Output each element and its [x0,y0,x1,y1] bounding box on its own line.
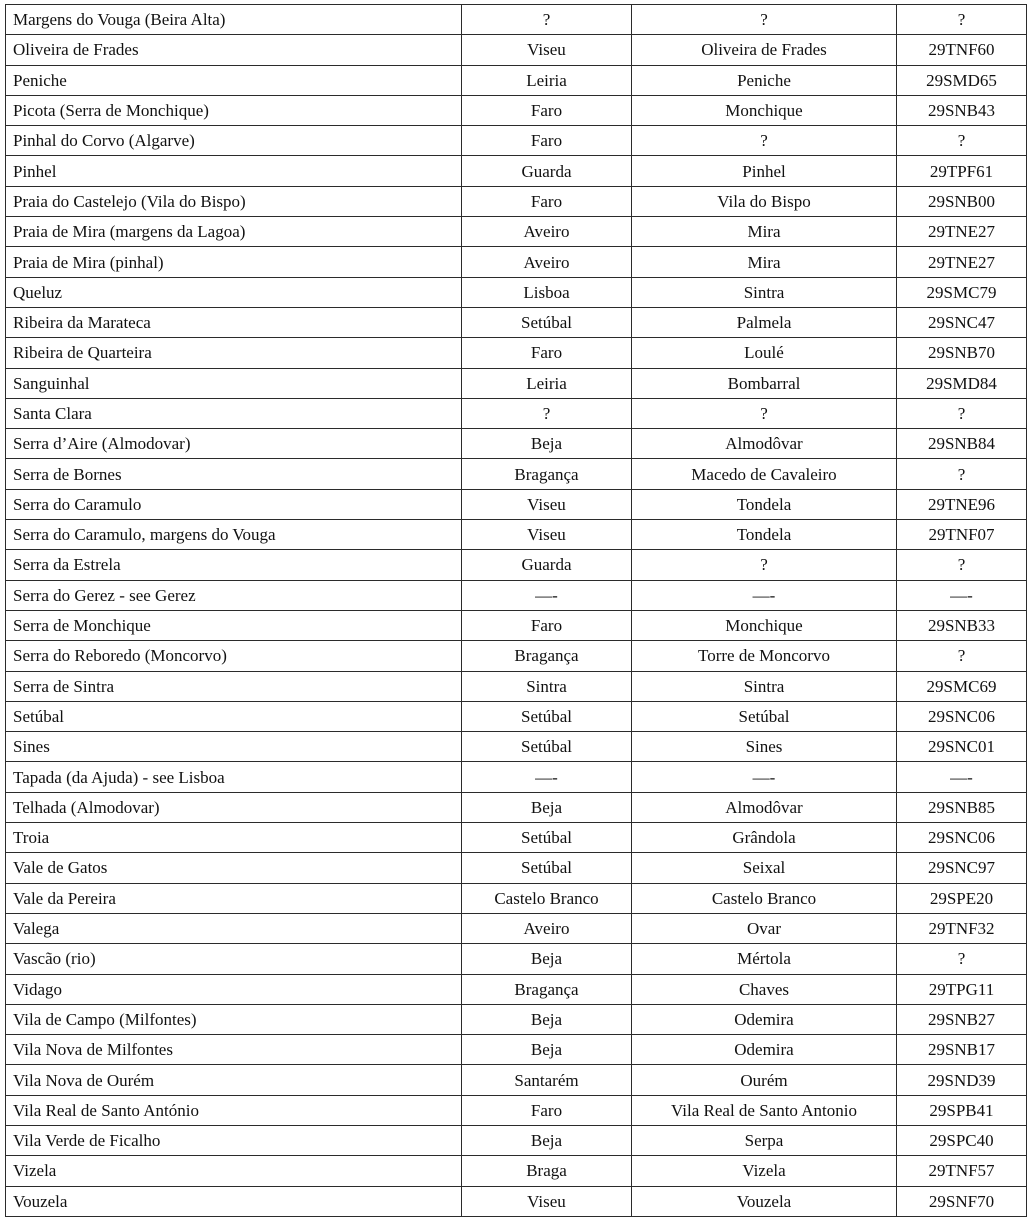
cell-district: Beja [462,1004,632,1034]
cell-concelho: Vila Real de Santo Antonio [632,1095,897,1125]
cell-location-name: Margens do Vouga (Beira Alta) [6,5,462,35]
cell-district: Setúbal [462,732,632,762]
cell-grid-reference: 29SNC06 [897,823,1027,853]
cell-location-name: Vila Nova de Milfontes [6,1035,462,1065]
table-row [6,489,1027,519]
cell-location-name: Ribeira da Marateca [6,307,462,337]
locations-table-container [5,4,1026,1217]
table-row [6,1125,1027,1155]
cell-grid-reference: 29SPC40 [897,1125,1027,1155]
cell-grid-reference: ? [897,459,1027,489]
table-row [6,823,1027,853]
cell-district: Viseu [462,35,632,65]
cell-location-name: Serra de Bornes [6,459,462,489]
cell-concelho: Vizela [632,1156,897,1186]
cell-concelho: —- [632,580,897,610]
cell-concelho: Mira [632,217,897,247]
table-row [6,277,1027,307]
cell-district: Faro [462,126,632,156]
table-row [6,974,1027,1004]
table-row [6,217,1027,247]
cell-location-name: Pinhel [6,156,462,186]
cell-district: Bragança [462,641,632,671]
cell-grid-reference: 29SNB17 [897,1035,1027,1065]
table-row [6,35,1027,65]
cell-location-name: Serra de Monchique [6,610,462,640]
cell-district: Aveiro [462,247,632,277]
table-row [6,95,1027,125]
cell-district: Leiria [462,368,632,398]
table-row [6,701,1027,731]
table-row [6,550,1027,580]
cell-grid-reference: 29TPF61 [897,156,1027,186]
cell-location-name: Sines [6,732,462,762]
cell-location-name: Serra d’Aire (Almodovar) [6,429,462,459]
table-row [6,307,1027,337]
cell-district: Setúbal [462,307,632,337]
cell-location-name: Serra do Gerez - see Gerez [6,580,462,610]
cell-concelho: Castelo Branco [632,883,897,913]
table-row [6,1065,1027,1095]
cell-district: Guarda [462,156,632,186]
cell-concelho: Ovar [632,913,897,943]
cell-grid-reference: 29TNE96 [897,489,1027,519]
cell-location-name: Telhada (Almodovar) [6,792,462,822]
cell-concelho: —- [632,762,897,792]
cell-grid-reference: 29SNB00 [897,186,1027,216]
cell-district: Castelo Branco [462,883,632,913]
cell-location-name: Praia de Mira (pinhal) [6,247,462,277]
cell-concelho: Monchique [632,610,897,640]
cell-grid-reference: ? [897,398,1027,428]
cell-district: Aveiro [462,217,632,247]
cell-location-name: Vale de Gatos [6,853,462,883]
cell-location-name: Vouzela [6,1186,462,1216]
table-row [6,156,1027,186]
cell-grid-reference: 29SNC47 [897,307,1027,337]
cell-location-name: Vidago [6,974,462,1004]
locations-table [5,4,1027,1217]
cell-grid-reference: 29SMD65 [897,65,1027,95]
cell-grid-reference: 29SMC79 [897,277,1027,307]
cell-concelho: Mira [632,247,897,277]
cell-district: Bragança [462,974,632,1004]
table-row [6,247,1027,277]
cell-concelho: Mértola [632,944,897,974]
table-row [6,610,1027,640]
cell-grid-reference: ? [897,126,1027,156]
cell-district: Setúbal [462,701,632,731]
table-row [6,883,1027,913]
cell-concelho: ? [632,5,897,35]
table-row [6,641,1027,671]
table-row [6,186,1027,216]
cell-concelho: Loulé [632,338,897,368]
cell-location-name: Troia [6,823,462,853]
cell-district: Braga [462,1156,632,1186]
cell-concelho: Torre de Moncorvo [632,641,897,671]
cell-grid-reference: ? [897,5,1027,35]
cell-concelho: Almodôvar [632,429,897,459]
cell-grid-reference: 29TNF60 [897,35,1027,65]
cell-concelho: Seixal [632,853,897,883]
cell-location-name: Vale da Pereira [6,883,462,913]
cell-district: Faro [462,186,632,216]
cell-location-name: Ribeira de Quarteira [6,338,462,368]
cell-district: Beja [462,792,632,822]
table-row [6,368,1027,398]
cell-grid-reference: 29TNF32 [897,913,1027,943]
cell-location-name: Setúbal [6,701,462,731]
cell-concelho: Setúbal [632,701,897,731]
cell-location-name: Serra de Sintra [6,671,462,701]
cell-concelho: Sines [632,732,897,762]
cell-location-name: Peniche [6,65,462,95]
table-row [6,65,1027,95]
cell-concelho: ? [632,550,897,580]
cell-location-name: Vila Real de Santo António [6,1095,462,1125]
table-row [6,459,1027,489]
cell-grid-reference: 29SNB84 [897,429,1027,459]
cell-grid-reference: 29SNF70 [897,1186,1027,1216]
cell-location-name: Serra do Caramulo [6,489,462,519]
table-row [6,913,1027,943]
table-row [6,338,1027,368]
cell-location-name: Picota (Serra de Monchique) [6,95,462,125]
cell-grid-reference: 29SNB70 [897,338,1027,368]
table-row [6,520,1027,550]
cell-district: Lisboa [462,277,632,307]
cell-concelho: Odemira [632,1004,897,1034]
cell-grid-reference: 29SNB27 [897,1004,1027,1034]
cell-location-name: Valega [6,913,462,943]
cell-district: Setúbal [462,823,632,853]
cell-grid-reference: ? [897,641,1027,671]
cell-location-name: Praia de Mira (margens da Lagoa) [6,217,462,247]
cell-location-name: Vila Verde de Ficalho [6,1125,462,1155]
cell-grid-reference: 29SNC06 [897,701,1027,731]
table-row [6,671,1027,701]
cell-district: Aveiro [462,913,632,943]
table-row [6,792,1027,822]
cell-district: Santarém [462,1065,632,1095]
cell-grid-reference: 29SPE20 [897,883,1027,913]
table-row [6,853,1027,883]
cell-concelho: Sintra [632,671,897,701]
table-row [6,126,1027,156]
table-row [6,5,1027,35]
table-row [6,398,1027,428]
cell-concelho: Chaves [632,974,897,1004]
cell-concelho: Oliveira de Frades [632,35,897,65]
table-row [6,944,1027,974]
cell-concelho: Tondela [632,520,897,550]
cell-district: Faro [462,338,632,368]
cell-grid-reference: 29TPG11 [897,974,1027,1004]
table-row [6,1035,1027,1065]
cell-district: Viseu [462,489,632,519]
cell-concelho: Vila do Bispo [632,186,897,216]
cell-district: Bragança [462,459,632,489]
cell-district: Beja [462,1035,632,1065]
cell-concelho: Grândola [632,823,897,853]
cell-district: ? [462,398,632,428]
table-row [6,580,1027,610]
cell-concelho: Bombarral [632,368,897,398]
cell-concelho: ? [632,126,897,156]
cell-concelho: Serpa [632,1125,897,1155]
cell-grid-reference: 29SNB43 [897,95,1027,125]
cell-district: Faro [462,610,632,640]
cell-district: Beja [462,429,632,459]
cell-district: Faro [462,1095,632,1125]
cell-concelho: Palmela [632,307,897,337]
cell-location-name: Tapada (da Ajuda) - see Lisboa [6,762,462,792]
cell-grid-reference: 29SND39 [897,1065,1027,1095]
table-row [6,732,1027,762]
cell-concelho: Odemira [632,1035,897,1065]
cell-grid-reference: ? [897,550,1027,580]
cell-grid-reference: 29SMD84 [897,368,1027,398]
cell-grid-reference: 29SNC01 [897,732,1027,762]
cell-concelho: Macedo de Cavaleiro [632,459,897,489]
cell-concelho: Peniche [632,65,897,95]
cell-location-name: Serra do Reboredo (Moncorvo) [6,641,462,671]
cell-grid-reference: 29SPB41 [897,1095,1027,1125]
table-row [6,1156,1027,1186]
cell-district: ? [462,5,632,35]
cell-district: Viseu [462,1186,632,1216]
cell-location-name: Pinhal do Corvo (Algarve) [6,126,462,156]
cell-location-name: Vizela [6,1156,462,1186]
cell-grid-reference: 29TNF07 [897,520,1027,550]
cell-district: Leiria [462,65,632,95]
cell-district: Guarda [462,550,632,580]
cell-concelho: Pinhel [632,156,897,186]
cell-district: Faro [462,95,632,125]
cell-location-name: Santa Clara [6,398,462,428]
cell-district: Beja [462,944,632,974]
cell-grid-reference: 29TNE27 [897,247,1027,277]
cell-grid-reference: 29SNB85 [897,792,1027,822]
table-row [6,762,1027,792]
cell-location-name: Vila de Campo (Milfontes) [6,1004,462,1034]
cell-location-name: Praia do Castelejo (Vila do Bispo) [6,186,462,216]
cell-grid-reference: 29TNF57 [897,1156,1027,1186]
cell-location-name: Vascão (rio) [6,944,462,974]
cell-grid-reference: —- [897,762,1027,792]
cell-concelho: ? [632,398,897,428]
cell-location-name: Sanguinhal [6,368,462,398]
cell-concelho: Vouzela [632,1186,897,1216]
table-row [6,1004,1027,1034]
cell-grid-reference: 29TNE27 [897,217,1027,247]
cell-district: Sintra [462,671,632,701]
cell-district: Setúbal [462,853,632,883]
cell-grid-reference: 29SNB33 [897,610,1027,640]
cell-grid-reference: 29SMC69 [897,671,1027,701]
cell-location-name: Vila Nova de Ourém [6,1065,462,1095]
cell-concelho: Tondela [632,489,897,519]
cell-district: —- [462,762,632,792]
table-row [6,1095,1027,1125]
cell-concelho: Almodôvar [632,792,897,822]
cell-concelho: Ourém [632,1065,897,1095]
cell-district: Viseu [462,520,632,550]
cell-location-name: Oliveira de Frades [6,35,462,65]
cell-location-name: Queluz [6,277,462,307]
locations-table-body [6,5,1027,1217]
cell-location-name: Serra da Estrela [6,550,462,580]
table-row [6,429,1027,459]
cell-concelho: Sintra [632,277,897,307]
cell-grid-reference: ? [897,944,1027,974]
cell-concelho: Monchique [632,95,897,125]
table-row [6,1186,1027,1216]
cell-location-name: Serra do Caramulo, margens do Vouga [6,520,462,550]
cell-grid-reference: —- [897,580,1027,610]
cell-district: —- [462,580,632,610]
cell-district: Beja [462,1125,632,1155]
cell-grid-reference: 29SNC97 [897,853,1027,883]
